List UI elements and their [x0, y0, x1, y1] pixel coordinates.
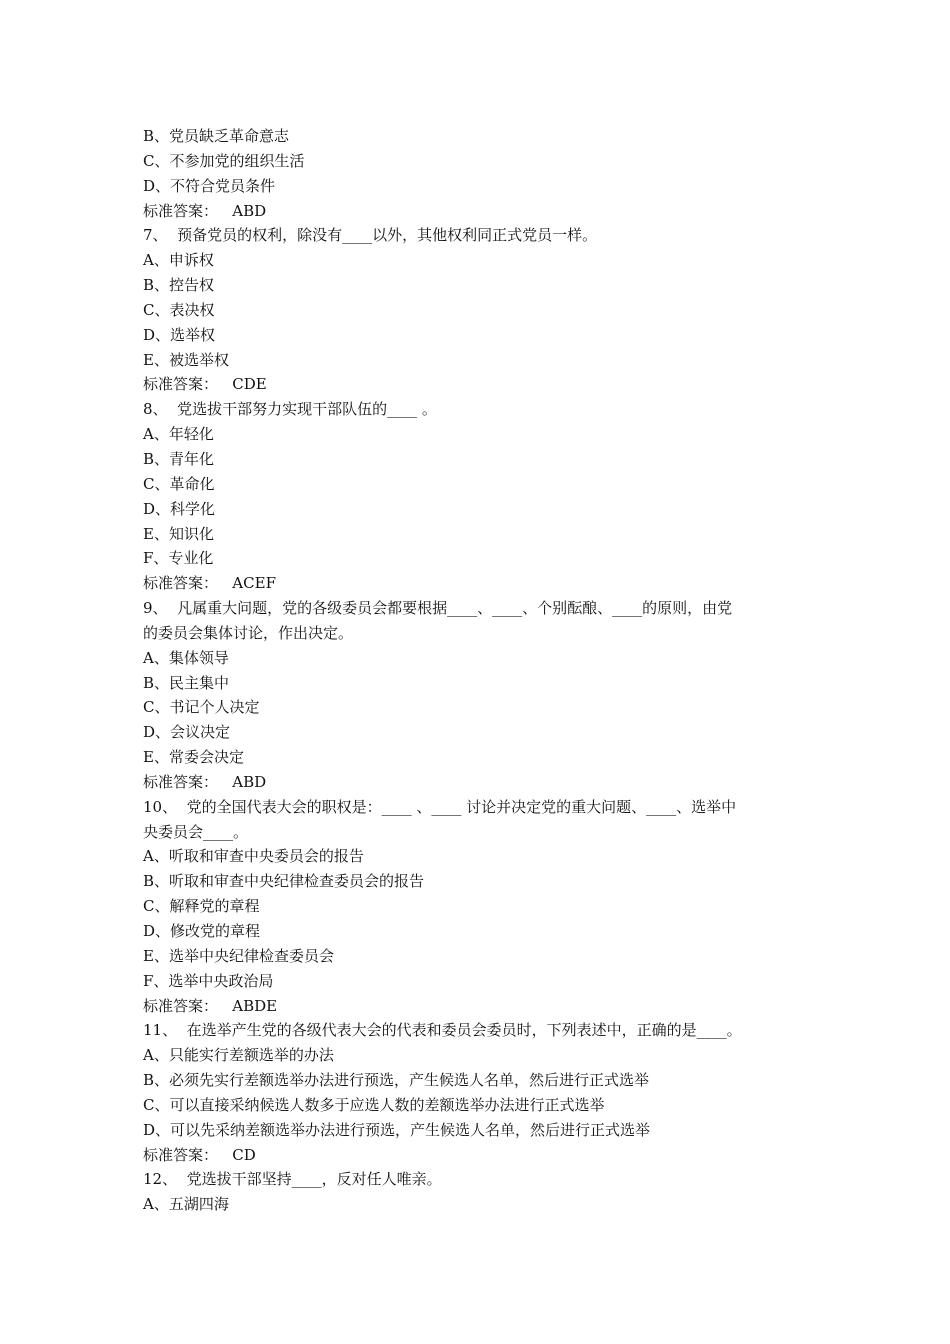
answer-option: E、选举中央纪律检查委员会: [143, 946, 334, 965]
answer-option: D、会议决定: [143, 723, 231, 742]
answer-option: D、选举权: [143, 325, 216, 344]
answer-option: D、可以先采纳差额选举办法进行预选，产生候选人名单，然后进行正式选举: [143, 1120, 651, 1139]
answer-option: A、年轻化: [143, 425, 214, 444]
answer-option: A、听取和审查中央委员会的报告: [143, 847, 364, 866]
standard-answer: 标准答案： ABD: [143, 772, 267, 791]
question-stem: 11、 在选举产生党的各级代表大会的代表和委员会委员时，下列表述中，正确的是____。: [143, 1021, 742, 1040]
standard-answer: 标准答案： ACEF: [143, 574, 276, 593]
answer-option: E、知识化: [143, 524, 214, 543]
question-stem: 7、 预备党员的权利，除没有____以外，其他权利同正式党员一样。: [143, 226, 598, 245]
answer-option: C、表决权: [143, 300, 215, 319]
answer-option: E、常委会决定: [143, 748, 244, 767]
answer-option: D、不符合党员条件: [143, 176, 276, 195]
question-stem: 9、 凡属重大问题，党的各级委员会都要根据____、____、个别酝酿、____的原则，由党: [143, 599, 733, 618]
answer-option: C、不参加党的组织生活: [143, 151, 305, 170]
answer-option: A、只能实行差额选举的办法: [143, 1046, 334, 1065]
answer-option: C、可以直接采纳候选人数多于应选人数的差额选举办法进行正式选举: [143, 1095, 605, 1114]
question-stem-continued: 的委员会集体讨论，作出决定。: [143, 623, 354, 642]
answer-option: B、控告权: [143, 276, 215, 295]
answer-option: F、专业化: [143, 549, 214, 568]
answer-option: A、申诉权: [143, 251, 214, 270]
answer-option: D、修改党的章程: [143, 922, 261, 940]
answer-option: F、选举中央政治局: [143, 971, 274, 990]
answer-option: A、集体领导: [143, 648, 229, 667]
answer-option: A、五湖四海: [143, 1195, 229, 1214]
question-stem: 8、 党选拔干部努力实现干部队伍的____ 。: [143, 400, 437, 419]
answer-option: E、被选举权: [143, 350, 229, 369]
standard-answer: 标准答案： ABDE: [143, 996, 278, 1015]
question-stem-continued: 央委员会____。: [143, 822, 249, 841]
question-stem: 10、 党的全国代表大会的职权是：____ 、____ 讨论并决定党的重大问题、____、选举中: [143, 797, 737, 816]
answer-option: B、民主集中: [143, 673, 230, 692]
answer-option: C、书记个人决定: [143, 698, 260, 717]
answer-option: B、青年化: [143, 449, 215, 468]
answer-option: B、听取和审查中央纪律检查委员会的报告: [143, 872, 425, 891]
answer-option: D、科学化: [143, 499, 216, 518]
standard-answer: 标准答案： ABD: [143, 201, 267, 220]
document-page: [143, 124, 823, 1217]
answer-option: C、解释党的章程: [143, 897, 260, 916]
standard-answer: 标准答案： CD: [143, 1145, 256, 1164]
answer-option: B、党员缺乏革命意志: [143, 127, 290, 145]
answer-option: C、革命化: [143, 474, 215, 493]
answer-option: B、必须先实行差额选举办法进行预选，产生候选人名单，然后进行正式选举: [143, 1071, 650, 1090]
question-stem: 12、 党选拔干部坚持____，反对任人唯亲。: [143, 1170, 442, 1189]
standard-answer: 标准答案： CDE: [143, 375, 267, 394]
